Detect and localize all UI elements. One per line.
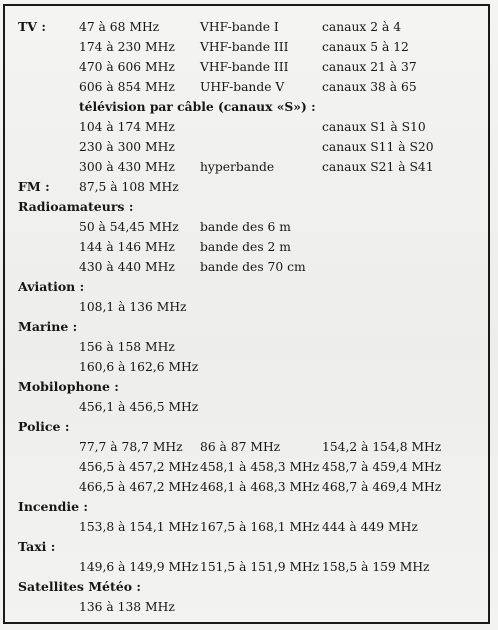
cable-channels: canaux S21 à S41 bbox=[322, 160, 434, 174]
marine-range: 160,6 à 162,6 MHz bbox=[79, 360, 199, 374]
aviation-heading-row bbox=[18, 277, 488, 297]
incendie-row bbox=[18, 517, 488, 537]
radioamateurs-row-3 bbox=[18, 257, 488, 277]
mobilophone-heading-row bbox=[18, 377, 488, 397]
radioamateurs-label: Radioamateurs : bbox=[18, 199, 134, 214]
taxi-range: 158,5 à 159 MHz bbox=[322, 560, 430, 574]
radioamateurs-row-1 bbox=[18, 217, 488, 237]
mobilophone-label: Mobilophone : bbox=[18, 379, 119, 394]
incendie-range: 167,5 à 168,1 MHz bbox=[200, 520, 320, 534]
taxi-range: 151,5 à 151,9 MHz bbox=[200, 560, 320, 574]
cable-row-2 bbox=[18, 137, 488, 157]
tv-row-4 bbox=[18, 77, 488, 97]
radioamateurs-heading-row bbox=[18, 197, 488, 217]
satellites-label: Satellites Météo : bbox=[18, 579, 142, 594]
aviation-label: Aviation : bbox=[18, 279, 85, 294]
radioamateurs-range: 50 à 54,45 MHz bbox=[79, 220, 179, 234]
tv-range: 174 à 230 MHz bbox=[79, 40, 175, 54]
frequency-table bbox=[18, 17, 488, 617]
radioamateurs-band: bande des 6 m bbox=[200, 220, 291, 234]
satellites-range: 136 à 138 MHz bbox=[79, 600, 175, 614]
tv-band: VHF-bande III bbox=[200, 60, 289, 74]
satellites-row bbox=[18, 597, 488, 617]
tv-label: TV : bbox=[18, 19, 46, 34]
cable-channels: canaux S11 à S20 bbox=[322, 140, 434, 154]
tv-range: 606 à 854 MHz bbox=[79, 80, 175, 94]
police-range: 468,7 à 469,4 MHz bbox=[322, 480, 442, 494]
police-range: 458,1 à 458,3 MHz bbox=[200, 460, 320, 474]
tv-range: 470 à 606 MHz bbox=[79, 60, 175, 74]
cable-range: 230 à 300 MHz bbox=[79, 140, 175, 154]
incendie-range: 444 à 449 MHz bbox=[322, 520, 418, 534]
marine-heading-row bbox=[18, 317, 488, 337]
tv-channels: canaux 21 à 37 bbox=[322, 60, 417, 74]
aviation-range: 108,1 à 136 MHz bbox=[79, 300, 187, 314]
police-heading-row bbox=[18, 417, 488, 437]
cable-tv-heading-row bbox=[18, 97, 488, 117]
radioamateurs-range: 144 à 146 MHz bbox=[79, 240, 175, 254]
police-row-2 bbox=[18, 457, 488, 477]
fm-range: 87,5 à 108 MHz bbox=[79, 180, 179, 194]
fm-row bbox=[18, 177, 488, 197]
tv-band: UHF-bande V bbox=[200, 80, 285, 94]
police-label: Police : bbox=[18, 419, 70, 434]
taxi-row bbox=[18, 557, 488, 577]
radioamateurs-row-2 bbox=[18, 237, 488, 257]
marine-row-1 bbox=[18, 337, 488, 357]
tv-band: VHF-bande I bbox=[200, 20, 279, 34]
taxi-range: 149,6 à 149,9 MHz bbox=[79, 560, 199, 574]
radioamateurs-band: bande des 70 cm bbox=[200, 260, 306, 274]
cable-band: hyperbande bbox=[200, 160, 275, 174]
cable-range: 104 à 174 MHz bbox=[79, 120, 175, 134]
police-range: 468,1 à 468,3 MHz bbox=[200, 480, 320, 494]
marine-row-2 bbox=[18, 357, 488, 377]
police-range: 86 à 87 MHz bbox=[200, 440, 281, 454]
taxi-label: Taxi : bbox=[18, 539, 56, 554]
radioamateurs-band: bande des 2 m bbox=[200, 240, 291, 254]
aviation-row bbox=[18, 297, 488, 317]
cable-tv-heading: télévision par câble (canaux «S») : bbox=[79, 99, 316, 114]
tv-row-2 bbox=[18, 37, 488, 57]
radioamateurs-range: 430 à 440 MHz bbox=[79, 260, 175, 274]
marine-range: 156 à 158 MHz bbox=[79, 340, 175, 354]
police-range: 77,7 à 78,7 MHz bbox=[79, 440, 183, 454]
cable-row-3 bbox=[18, 157, 488, 177]
police-range: 154,2 à 154,8 MHz bbox=[322, 440, 442, 454]
cable-range: 300 à 430 MHz bbox=[79, 160, 175, 174]
tv-band: VHF-bande III bbox=[200, 40, 289, 54]
incendie-heading-row bbox=[18, 497, 488, 517]
mobilophone-row bbox=[18, 397, 488, 417]
mobilophone-range: 456,1 à 456,5 MHz bbox=[79, 400, 199, 414]
satellites-heading-row bbox=[18, 577, 488, 597]
tv-row-1 bbox=[18, 17, 488, 37]
tv-channels: canaux 5 à 12 bbox=[322, 40, 409, 54]
tv-channels: canaux 2 à 4 bbox=[322, 20, 402, 34]
police-row-3 bbox=[18, 477, 488, 497]
fm-label: FM : bbox=[18, 179, 50, 194]
cable-row-1 bbox=[18, 117, 488, 137]
police-range: 466,5 à 467,2 MHz bbox=[79, 480, 199, 494]
police-row-1 bbox=[18, 437, 488, 457]
incendie-label: Incendie : bbox=[18, 499, 88, 514]
police-range: 456,5 à 457,2 MHz bbox=[79, 460, 199, 474]
tv-row-3 bbox=[18, 57, 488, 77]
police-range: 458,7 à 459,4 MHz bbox=[322, 460, 442, 474]
cable-channels: canaux S1 à S10 bbox=[322, 120, 426, 134]
incendie-range: 153,8 à 154,1 MHz bbox=[79, 520, 199, 534]
taxi-heading-row bbox=[18, 537, 488, 557]
tv-range: 47 à 68 MHz bbox=[79, 20, 160, 34]
tv-channels: canaux 38 à 65 bbox=[322, 80, 417, 94]
marine-label: Marine : bbox=[18, 319, 78, 334]
